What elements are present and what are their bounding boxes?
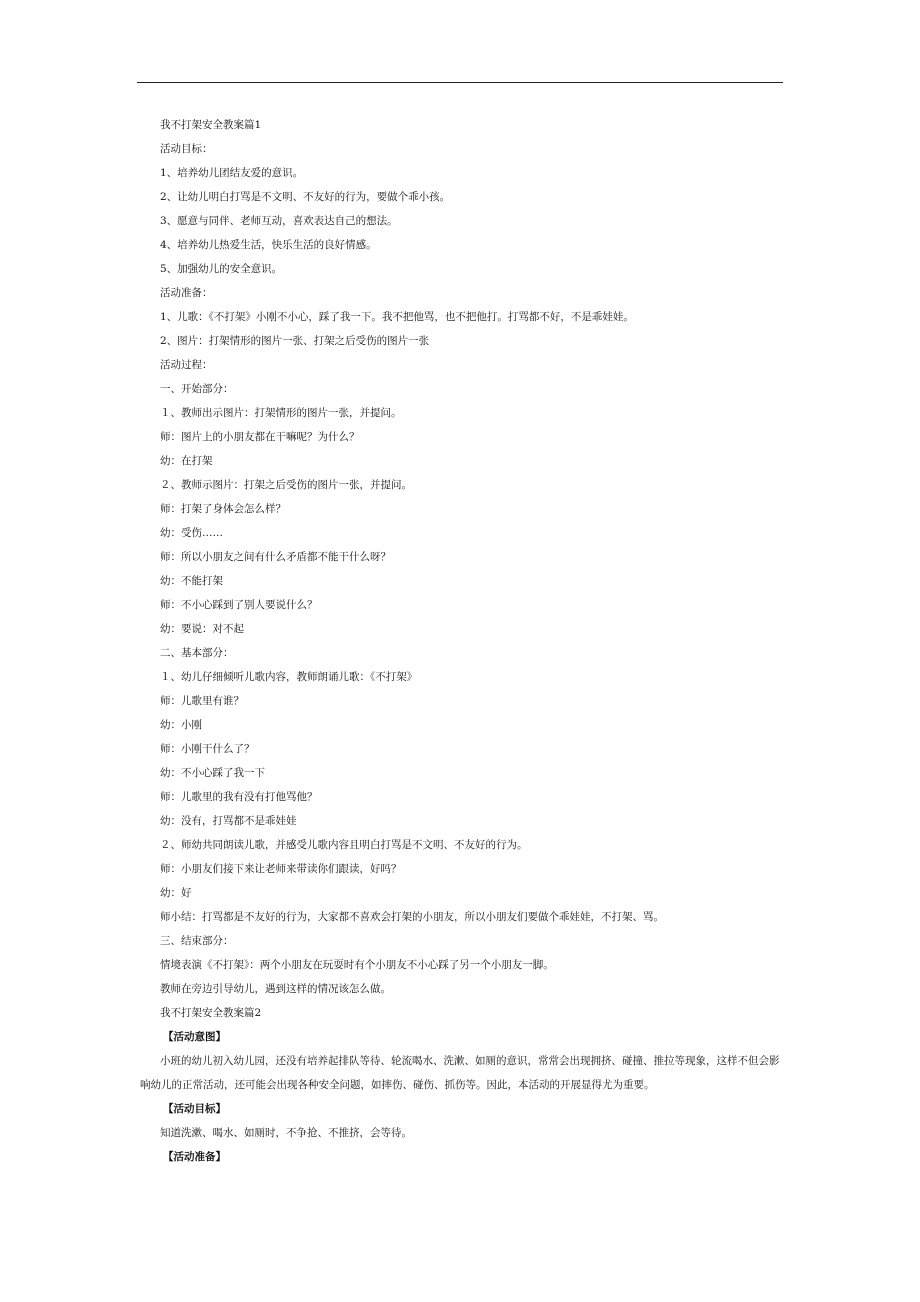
- text-line: 教师在旁边引导幼儿，遇到这样的情况该怎么做。: [160, 983, 391, 995]
- text-line: ２、教师示图片：打架之后受伤的图片一张，并提问。: [160, 479, 412, 491]
- text-line: 幼：好: [160, 887, 192, 899]
- text-line: 2、让幼儿明白打骂是不文明、不友好的行为，要做个乖小孩。: [160, 191, 451, 203]
- text-line: 幼：没有，打骂都不是乖娃娃: [160, 815, 297, 827]
- text-line: 一、开始部分：: [160, 383, 234, 395]
- text-line: 师：小朋友们接下来让老师来带读你们跟读，好吗？: [160, 863, 402, 875]
- text-line: 师：儿歌里的我有没有打他骂他？: [160, 791, 318, 803]
- text-line: 幼：在打架: [160, 455, 213, 467]
- text-line: 4、培养幼儿热爱生活，快乐生活的良好情感。: [160, 239, 377, 251]
- text-line: ２、师幼共同朗读儿歌，并感受儿歌内容且明白打骂是不文明、不友好的行为。: [160, 839, 528, 851]
- text-line: 情境表演《不打架》：两个小朋友在玩耍时有个小朋友不小心踩了另一个小朋友一脚。: [160, 959, 554, 971]
- section-title-2: 我不打架安全教案篇2: [160, 1007, 262, 1019]
- text-line: 幼：要说：对不起: [160, 623, 244, 635]
- document-body: [140, 113, 784, 1169]
- section-1-lines: [160, 137, 784, 1001]
- header-rule: [137, 82, 783, 83]
- heading-activity-goal: 【活动目标】: [163, 1103, 226, 1115]
- text-line: 活动准备：: [160, 287, 213, 299]
- text-line: 二、基本部分：: [160, 647, 234, 659]
- text-line: １、幼儿仔细倾听儿歌内容，教师朗诵儿歌：《不打架》: [160, 671, 418, 683]
- text-line: 1、培养幼儿团结友爱的意识。: [160, 167, 304, 179]
- text-line: 幼：小刚: [160, 719, 202, 731]
- text-line: 幼：受伤……: [160, 527, 223, 539]
- text-activity-goal: 知道洗漱、喝水、如厕时，不争抢、不推挤，会等待。: [160, 1127, 412, 1139]
- text-line: 5、加强幼儿的安全意识。: [160, 263, 283, 275]
- text-line: 活动过程：: [160, 359, 213, 371]
- text-line: 师：儿歌里有谁？: [160, 695, 244, 707]
- text-line: 师：所以小朋友之间有什么矛盾都不能干什么呀？: [160, 551, 391, 563]
- heading-activity-prep: 【活动准备】: [163, 1151, 226, 1163]
- text-line: 三、结束部分：: [160, 935, 234, 947]
- text-line: 师：不小心踩到了别人要说什么？: [160, 599, 318, 611]
- text-line: 幼：不小心踩了我一下: [160, 767, 265, 779]
- heading-activity-intent: 【活动意图】: [163, 1031, 226, 1043]
- section-title-1: 我不打架安全教案篇1: [160, 119, 262, 131]
- text-line: 师：图片上的小朋友都在干嘛呢？为什么？: [160, 431, 360, 443]
- text-line: 师：打架了身体会怎么样？: [160, 503, 286, 515]
- text-line: 2、图片：打架情形的图片一张、打架之后受伤的图片一张: [160, 335, 430, 347]
- text-line: 1、儿歌：《不打架》小刚不小心，踩了我一下。我不把他骂，也不把他打。打骂都不好，不是乖娃娃。: [160, 311, 634, 323]
- text-line: 活动目标：: [160, 143, 213, 155]
- paragraph-activity-intent: 小班的幼儿初入幼儿园，还没有培养起排队等待、轮流喝水、洗漱、如厕的意识，常常会出现拥挤、碰撞、推拉等现象，这样不但会影响幼儿的正常活动，还可能会出现各种安全问题，如摔伤、碰伤、抓伤等。因此，本活动的开展显得尤为重要。: [140, 1055, 780, 1091]
- text-line: 幼：不能打架: [160, 575, 223, 587]
- text-line: 师：小刚干什么了？: [160, 743, 255, 755]
- text-line: 3、愿意与同伴、老师互动，喜欢表达自己的想法。: [160, 215, 398, 227]
- text-line: 师小结：打骂都是不友好的行为，大家都不喜欢会打架的小朋友，所以小朋友们要做个乖娃娃，不打架、骂。: [160, 911, 664, 923]
- text-line: １、教师出示图片：打架情形的图片一张，并提问。: [160, 407, 402, 419]
